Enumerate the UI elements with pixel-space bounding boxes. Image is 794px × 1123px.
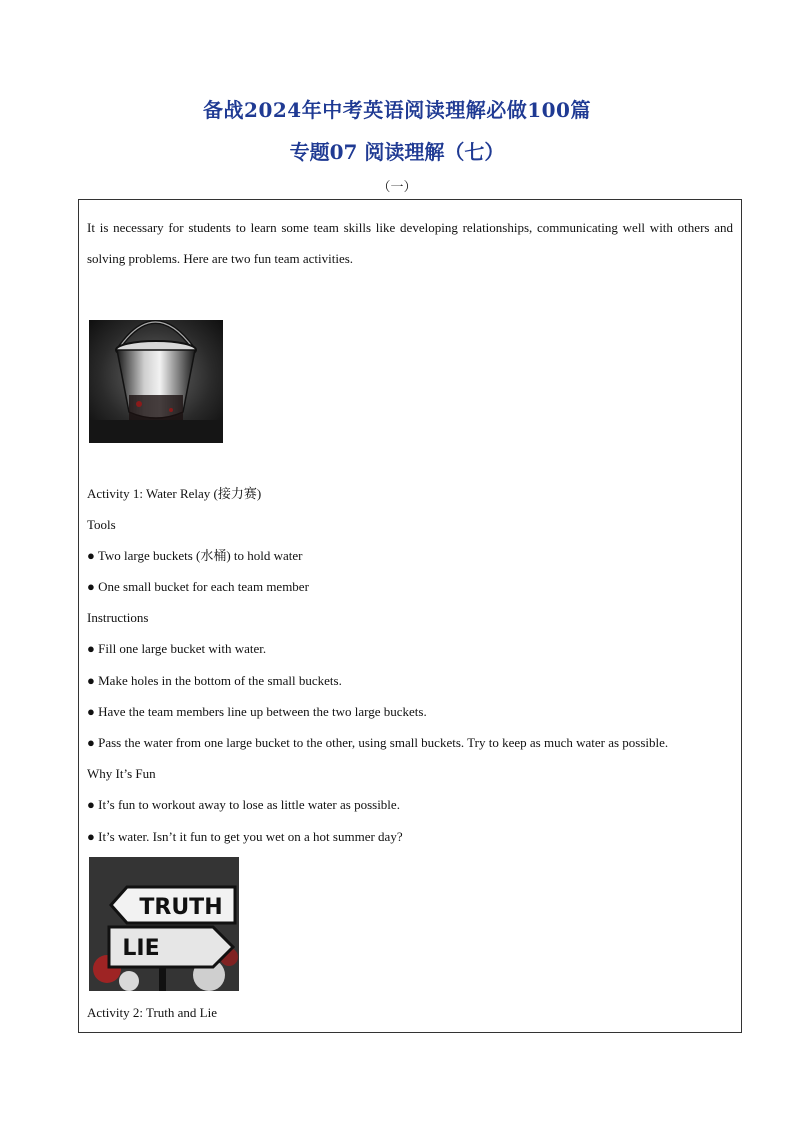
- fun-item: ● It’s water. Isn’t it fun to get you wet on a hot summer day?: [87, 829, 403, 845]
- tool-item: ● One small bucket for each team member: [87, 579, 309, 595]
- tool-item: ● Two large buckets (水桶) to hold water: [87, 548, 303, 564]
- document-title: 备战2024年中考英语阅读理解必做100篇: [203, 98, 591, 122]
- fun-item: ● It’s fun to workout away to lose as little water as possible.: [87, 797, 400, 813]
- instructions-heading: Instructions: [87, 610, 149, 625]
- activity2-title: Activity 2: Truth and Lie: [87, 1005, 217, 1020]
- sign-lie-text: LIE: [122, 936, 160, 961]
- intro-paragraph: It is necessary for students to learn some team skills like developing relationships, communicating well with others and solving problems. Here are two fun team activities.: [87, 220, 733, 266]
- passage-box: [78, 199, 742, 1033]
- instruction-item: ● Make holes in the bottom of the small buckets.: [87, 673, 342, 689]
- truth-lie-sign-photo: [89, 857, 239, 996]
- fun-heading: Why It’s Fun: [87, 766, 156, 781]
- instruction-item: ● Fill one large bucket with water.: [87, 641, 266, 657]
- bucket-photo: [89, 300, 223, 448]
- section-number: （一）: [377, 179, 417, 194]
- topic-title: 专题07 阅读理解（七）: [289, 140, 505, 164]
- instruction-item: ● Have the team members line up between the two large buckets.: [87, 704, 427, 720]
- activity1-title: Activity 1: Water Relay (接力赛): [87, 486, 262, 501]
- instruction-item: ● Pass the water from one large bucket to the other, using small buckets. Try to keep as much water as possible.: [87, 735, 668, 751]
- sign-truth-text: TRUTH: [139, 895, 223, 920]
- tools-heading: Tools: [87, 517, 116, 532]
